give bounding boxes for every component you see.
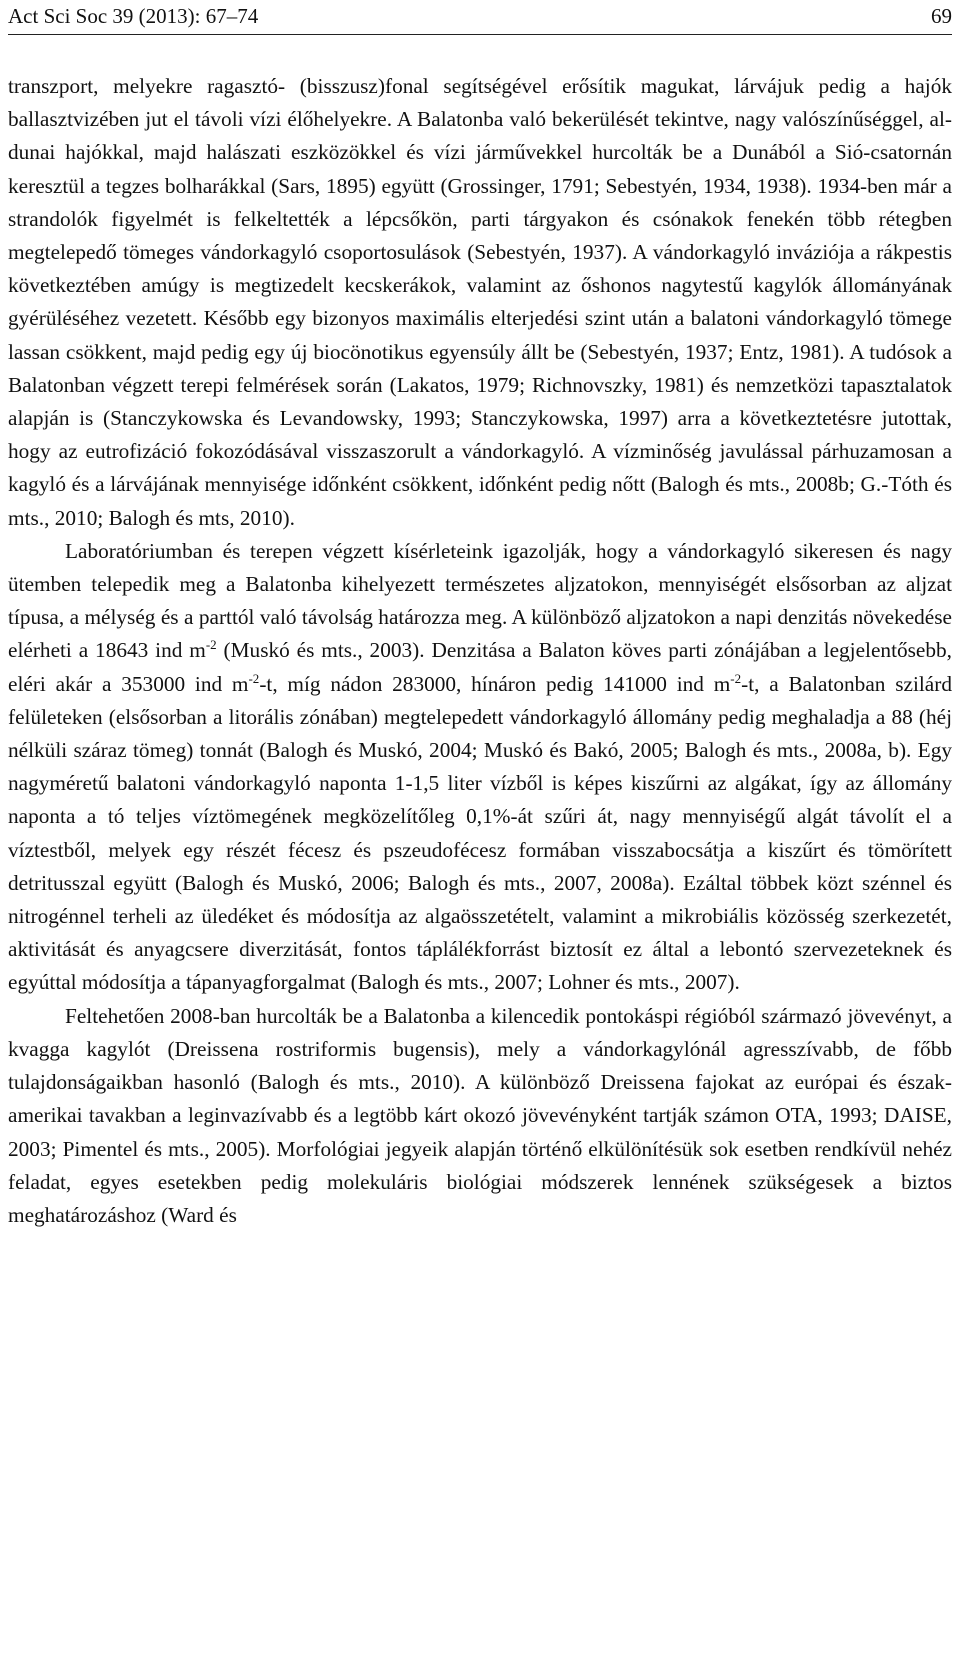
journal-citation: Act Sci Soc 39 (2013): 67–74 — [8, 4, 259, 28]
page-header — [8, 0, 952, 35]
article-body — [8, 70, 952, 1232]
superscript-exponent: -2 — [248, 670, 260, 686]
paragraph-1: transzport, melyekre ragasztó- (bisszusz)fonal segítségével erősítik magukat, lárvájuk pedig a hajók ballasztvizében jut el távoli vízi élőhelyekre. A Balatonba való bekerülését tekintve, nagy valószínűséggel, al-dunai hajókkal, majd halászati eszközökkel és vízi járművekkel hurcolták be a Dunából a Sió-csatornán keresztül a tegzes bolharákkal (Sars, 1895) együtt (Grossinger, 1791; Sebestyén, 1934, 1938). 1934-ben már a strandolók figyelmét is felkeltették a lépcsőkön, parti tárgyakon és csónakok fenekén több rétegben megtelepedő tömeges vándorkagyló csoportosulások (Sebestyén, 1937). A vándorkagyló inváziója a rákpestis következtében amúgy is megtizedelt kecskerákok, valamint az őshonos nagytestű kagylók állományának gyérüléséhez vezetett. Később egy bizonyos maximális elterjedési szint után a balatoni vándorkagyló tömege lassan csökkent, majd pedig egy új biocönotikus egyensúly állt be (Sebestyén, 1937; Entz, 1981). A tudósok a Balatonban végzett terepi felmérések során (Lakatos, 1979; Richnovszky, 1981) és nemzetközi tapasztalatok alapján is (Stanczykowska és Levandowsky, 1993; Stanczykowska, 1997) arra a következtetésre jutottak, hogy az eutrofizáció fokozódásával visszaszorult a vándorkagyló. A vízminőség javulással párhuzamosan a kagyló és a lárvájának mennyisége időnként csökkent, időnként pedig nőtt (Balogh és mts., 2008b; G.-Tóth és mts., 2010; Balogh és mts, 2010). — [8, 74, 952, 530]
page-number: 69 — [931, 4, 952, 28]
paragraph-2-text-b: (Muskó és mts., 2003). Denzitása a Balaton köves parti zónájában a legjelentősebb, eléri akár a 353000 ind m — [8, 638, 953, 696]
paragraph-2 — [8, 535, 952, 1000]
paragraph-3: Feltehetően 2008-ban hurcolták be a Balatonba a kilencedik pontokáspi régióból származó jövevényt, a kvagga kagylót (Dreissena rostriformis bugensis), mely a vándorkagylónál agresszívabb, de főbb tulajdonságaikban hasonló (Balogh és mts., 2010). A különböző Dreissena fajokat az európai és észak-amerikai tavakban a leginvazívabb és a legtöbb kárt okozó jövevényként tartják számon OTA, 1993; DAISE, 2003; Pimentel és mts., 2005). Morfológiai jegyeik alapján történő elkülönítésük sok esetben rendkívül nehéz feladat, egyes esetekben pedig molekuláris biológiai módszerek lennének szükségesek a biztos meghatározáshoz (Ward és — [8, 1003, 952, 1227]
paragraph-2-text-d: -t, a Balatonban szilárd felületeken (elsősorban a litorális zónában) megtelepedett vándorkagyló állomány pedig meghaladja a 88 (héj nélküli száraz tömeg) tonnát (Balogh és Muskó, 2004; Muskó és Bakó, 2005; Balogh és mts., 2008a, b). Egy nagyméretű balatoni vándorkagyló naponta 1-1,5 liter vízből is képes kiszűrni az algákat, így az állomány naponta a tó teljes víztömegének megközelítőleg 0,1%-át szűri át, nagy mennyiségű algát távolít el a víztestből, melyek egy részét fécesz és pszeudofécesz formában visszabocsátja a kiszűrt és tömörített detritusszal együtt (Balogh és Muskó, 2006; Balogh és mts., 2007, 2008a). Ezáltal többek közt szénnel és nitrogénnel terheli az üledéket és módosítja az algaösszetételt, valamint a mikrobiális közösség szerkezetét, aktivitását és anyagcsere diverzitását, fontos táplálékforrást biztosít ez által a lebontó szervezeteknek és egyúttal módosítja a tápanyagforgalmat (Balogh és mts., 2007; Lohner és mts., 2007). — [8, 671, 952, 995]
superscript-exponent: -2 — [730, 670, 742, 686]
paragraph-2-text-c: -t, míg nádon 283000, hínáron pedig 141000 ind m — [259, 671, 731, 696]
paragraph-2-text-a: Laboratóriumban és terepen végzett kísérleteink igazolják, hogy a vándorkagyló sikeresen és nagy ütemben telepedik meg a Balatonba kihelyezett természetes aljzatokon, mennyiségét elsősorban az aljzat típusa, a mélység és a parttól való távolság határozza meg. A különböző aljzatokon a napi denzitás növekedése elérheti a 18643 ind m — [8, 538, 952, 663]
superscript-exponent: -2 — [205, 637, 217, 653]
